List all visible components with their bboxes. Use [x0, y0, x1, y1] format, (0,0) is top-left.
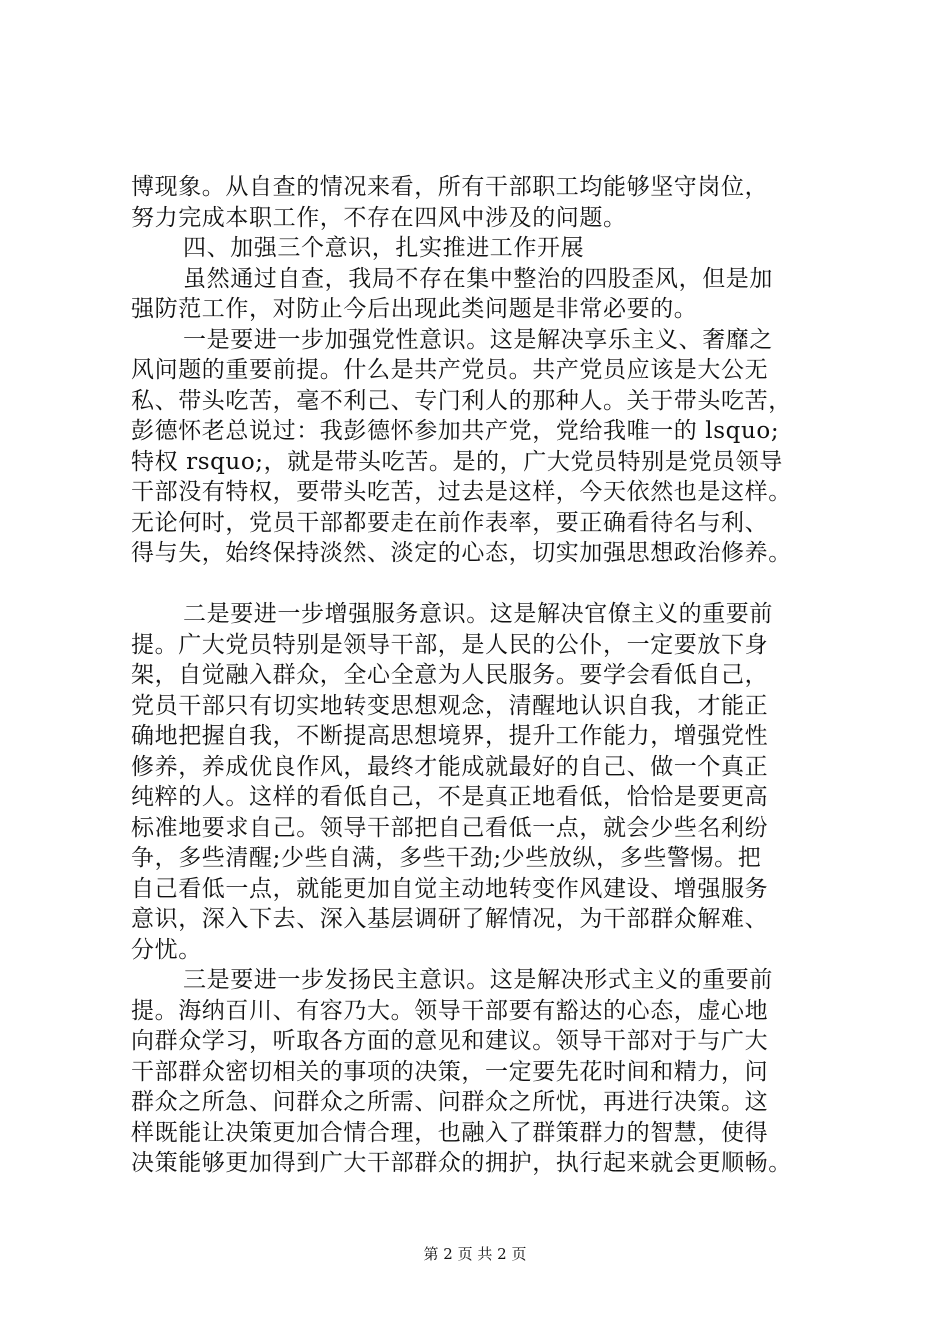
text-line: 特权 rsquo;，就是带头吃苦。是的，广大党员特别是党员领导 — [131, 448, 783, 475]
text-line: 确地把握自我，不断提高思想境界，提升工作能力，增强党性 — [131, 723, 769, 749]
text-line: 自己看低一点，就能更加自觉主动地转变作风建设、增强服务 — [131, 875, 769, 902]
text-line: 向群众学习，听取各方面的意见和建议。领导干部对于与广大 — [131, 1028, 769, 1054]
text-line: 得与失，始终保持淡然、淡定的心态，切实加强思想政治修养。 — [131, 540, 792, 566]
text-line: 三是要进一步发扬民主意识。这是解决形式主义的重要前 — [183, 967, 773, 993]
text-line: 意识，深入下去、深入基层调研了解情况，为干部群众解难、 — [131, 906, 769, 932]
text-line: 无论何时，党员干部都要走在前作表率，要正确看待名与利、 — [131, 509, 769, 536]
page-footer: 第 2 页 共 2 页 — [423, 1245, 527, 1263]
text-line: 标准地要求自己。领导干部把自己看低一点，就会少些名利纷 — [131, 814, 769, 841]
blank-line — [131, 569, 831, 600]
text-line: 虽然通过自查，我局不存在集中整治的四股歪风，但是加 — [183, 265, 773, 292]
text-line: 干部群众密切相关的事项的决策，一定要先花时间和精力，问 — [131, 1058, 769, 1085]
text-line: 争，多些清醒;少些自满，多些干劲;少些放纵，多些警惕。把 — [131, 845, 762, 871]
text-line: 群众之所急、问群众之所需、问群众之所忧，再进行决策。这 — [131, 1089, 769, 1115]
text-line: 提。海纳百川、有容乃大。领导干部要有豁达的心态，虚心地 — [131, 997, 769, 1024]
text-line: 决策能够更加得到广大干部群众的拥护，执行起来就会更顺畅。 — [131, 1150, 792, 1176]
text-line: 党员干部只有切实地转变思想观念，清醒地认识自我，才能正 — [131, 692, 769, 719]
document-body — [131, 172, 831, 1179]
text-line: 二是要进一步增强服务意识。这是解决官僚主义的重要前 — [183, 601, 773, 627]
text-line: 四、加强三个意识，扎实推进工作开展 — [183, 235, 585, 261]
text-line: 一是要进一步加强党性意识。这是解决享乐主义、奢靡之 — [183, 326, 773, 353]
text-line: 修养，养成优良作风，最终才能成就最好的自己、做一个真正 — [131, 753, 769, 780]
text-line: 样既能让决策更加合情合理，也融入了群策群力的智慧，使得 — [131, 1119, 769, 1146]
text-line: 努力完成本职工作，不存在四风中涉及的问题。 — [131, 204, 627, 231]
text-line: 彭德怀老总说过：我彭德怀参加共产党，党给我唯一的 lsquo; — [131, 418, 780, 444]
text-line: 纯粹的人。这样的看低自己，不是真正地看低，恰恰是要更高 — [131, 784, 769, 810]
text-line: 强防范工作，对防止今后出现此类问题是非常必要的。 — [131, 296, 698, 322]
text-line: 分忧。 — [131, 936, 202, 963]
text-line: 私、带头吃苦，毫不利己、专门利人的那种人。关于带头吃苦， — [131, 387, 792, 414]
text-line: 干部没有特权，要带头吃苦，过去是这样，今天依然也是这样。 — [131, 479, 792, 505]
text-line: 风问题的重要前提。什么是共产党员。共产党员应该是大公无 — [131, 357, 769, 383]
text-line: 提。广大党员特别是领导干部，是人民的公仆，一定要放下身 — [131, 631, 769, 658]
text-line: 架，自觉融入群众，全心全意为人民服务。要学会看低自己， — [131, 662, 769, 688]
text-line: 博现象。从自查的情况来看，所有干部职工均能够坚守岗位， — [131, 174, 769, 200]
